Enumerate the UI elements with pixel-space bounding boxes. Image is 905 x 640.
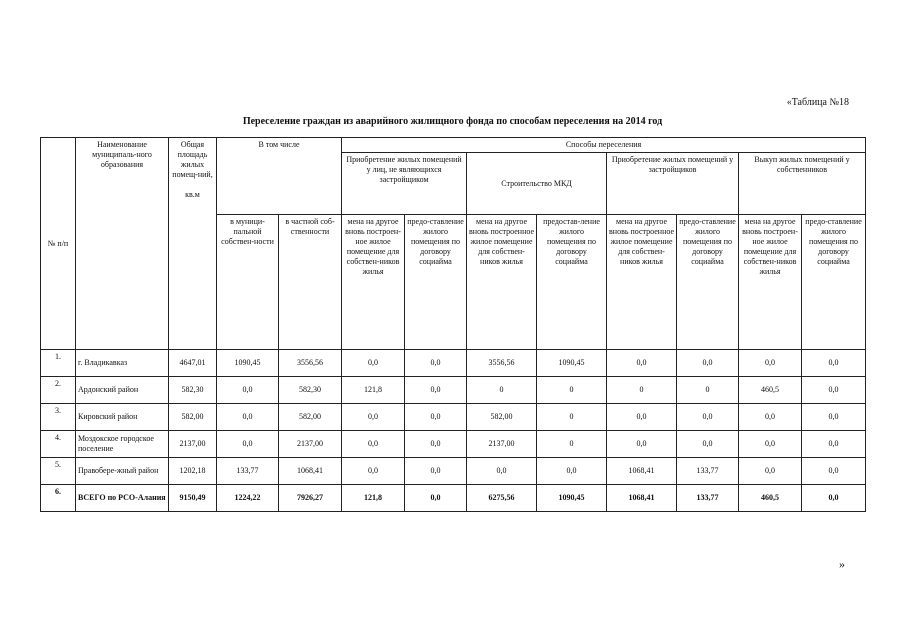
cell-municipal: 1224,22 xyxy=(217,485,279,512)
cell-private: 2137,00 xyxy=(279,431,342,458)
table-number-label: «Таблица №18 xyxy=(786,97,849,108)
header-num: № п/п xyxy=(41,138,76,350)
header-g4-social: предо-ставление жилого помещения по договору социайма xyxy=(802,215,866,350)
table-row xyxy=(41,431,866,458)
cell-num: 2. xyxy=(41,377,76,404)
cell-value: 0,0 xyxy=(607,404,677,431)
cell-area: 4647,01 xyxy=(169,350,217,377)
cell-value: 1090,45 xyxy=(537,350,607,377)
closing-quote-mark: » xyxy=(839,557,845,571)
header-area-label: Общая площадь жилых помещ-ний, xyxy=(172,140,213,179)
cell-area: 582,00 xyxy=(169,404,217,431)
table-row-total xyxy=(41,485,866,512)
cell-area: 9150,49 xyxy=(169,485,217,512)
cell-value: 1090,45 xyxy=(537,485,607,512)
cell-value: 0,0 xyxy=(739,350,802,377)
cell-value: 6275,56 xyxy=(467,485,537,512)
cell-value: 0,0 xyxy=(802,431,866,458)
cell-value: 0,0 xyxy=(405,350,467,377)
cell-value: 0,0 xyxy=(677,404,739,431)
header-group-2: Строительство МКД xyxy=(467,153,607,215)
cell-value: 0 xyxy=(607,377,677,404)
cell-value: 0,0 xyxy=(405,485,467,512)
cell-private: 1068,41 xyxy=(279,458,342,485)
cell-value: 0,0 xyxy=(405,404,467,431)
cell-municipal: 133,77 xyxy=(217,458,279,485)
cell-area: 1202,18 xyxy=(169,458,217,485)
header-name: Наименование муниципаль-ного образования xyxy=(76,138,169,350)
cell-value: 0,0 xyxy=(537,458,607,485)
cell-value: 0 xyxy=(467,377,537,404)
cell-private: 582,30 xyxy=(279,377,342,404)
cell-municipal: 1090,45 xyxy=(217,350,279,377)
cell-value: 0,0 xyxy=(467,458,537,485)
cell-value: 133,77 xyxy=(677,485,739,512)
cell-value: 0 xyxy=(677,377,739,404)
cell-value: 0,0 xyxy=(405,431,467,458)
header-group-1: Приобретение жилых помещений у лиц, не являющихся застройщиком xyxy=(342,153,467,215)
header-incl-private: в частной соб-ственности xyxy=(279,215,342,350)
cell-num: 5. xyxy=(41,458,76,485)
cell-value: 460,5 xyxy=(739,485,802,512)
table-row xyxy=(41,350,866,377)
header-g1-social: предо-ставление жилого помещения по договору социайма xyxy=(405,215,467,350)
cell-value: 0,0 xyxy=(405,458,467,485)
header-group-3: Приобретение жилых помещений у застройщиков xyxy=(607,153,739,215)
cell-value: 0 xyxy=(537,377,607,404)
cell-num: 4. xyxy=(41,431,76,458)
cell-value: 0,0 xyxy=(802,350,866,377)
cell-name: Моздокское городское поселение xyxy=(76,431,169,458)
table-row xyxy=(41,458,866,485)
header-row-1 xyxy=(41,138,866,153)
cell-value: 0,0 xyxy=(802,485,866,512)
cell-value: 0,0 xyxy=(342,431,405,458)
resettlement-table xyxy=(40,137,866,512)
cell-value: 0,0 xyxy=(739,404,802,431)
header-methods: Способы переселения xyxy=(342,138,866,153)
cell-value: 0,0 xyxy=(802,377,866,404)
cell-value: 0,0 xyxy=(607,431,677,458)
cell-value: 0,0 xyxy=(677,431,739,458)
cell-municipal: 0,0 xyxy=(217,377,279,404)
cell-name: ВСЕГО по РСО-Алания xyxy=(76,485,169,512)
cell-value: 0,0 xyxy=(342,404,405,431)
cell-value: 0,0 xyxy=(342,458,405,485)
cell-value: 0,0 xyxy=(342,350,405,377)
cell-value: 121,8 xyxy=(342,377,405,404)
header-g2-social: предостав-ление жилого помещения по договору социайма xyxy=(537,215,607,350)
header-g1-exchange: мена на другое вновь построен-ное жилое помещение для собствен-ников жилья xyxy=(342,215,405,350)
cell-area: 582,30 xyxy=(169,377,217,404)
header-g2-exchange: мена на другое вновь построенное жилое помещение для собствен-ников жилья xyxy=(467,215,537,350)
cell-num: 3. xyxy=(41,404,76,431)
cell-private: 7926,27 xyxy=(279,485,342,512)
cell-municipal: 0,0 xyxy=(217,431,279,458)
header-g3-exchange: мена на другое вновь построенное жилое помещение для собствен-ников жилья xyxy=(607,215,677,350)
cell-num: 6. xyxy=(41,485,76,512)
cell-value: 121,8 xyxy=(342,485,405,512)
cell-municipal: 0,0 xyxy=(217,404,279,431)
cell-value: 0,0 xyxy=(802,404,866,431)
header-g3-social: предо-ставление жилого помещения по договору социайма xyxy=(677,215,739,350)
cell-value: 582,00 xyxy=(467,404,537,431)
cell-value: 0,0 xyxy=(677,350,739,377)
cell-name: Кировский район xyxy=(76,404,169,431)
cell-name: Ардонский район xyxy=(76,377,169,404)
cell-value: 0,0 xyxy=(405,377,467,404)
cell-value: 3556,56 xyxy=(467,350,537,377)
cell-private: 3556,56 xyxy=(279,350,342,377)
cell-value: 0 xyxy=(537,404,607,431)
cell-value: 1068,41 xyxy=(607,458,677,485)
header-g4-exchange: мена на другое вновь построен-ное жилое помещение для собствен-ников жилья xyxy=(739,215,802,350)
cell-num: 1. xyxy=(41,350,76,377)
cell-value: 0,0 xyxy=(607,350,677,377)
cell-area: 2137,00 xyxy=(169,431,217,458)
header-including: В том числе xyxy=(217,138,342,215)
cell-name: г. Владикавказ xyxy=(76,350,169,377)
table-row xyxy=(41,404,866,431)
cell-value: 2137,00 xyxy=(467,431,537,458)
cell-value: 0,0 xyxy=(802,458,866,485)
cell-value: 133,77 xyxy=(677,458,739,485)
header-area-unit: кв.м xyxy=(185,190,200,199)
cell-value: 0 xyxy=(537,431,607,458)
cell-value: 1068,41 xyxy=(607,485,677,512)
header-group-4: Выкуп жилых помещений у собственников xyxy=(739,153,866,215)
header-area xyxy=(169,138,217,350)
cell-name: Правобере-жный район xyxy=(76,458,169,485)
header-incl-municipal: в муници-пальной собствен-ности xyxy=(217,215,279,350)
cell-value: 0,0 xyxy=(739,458,802,485)
cell-value: 0,0 xyxy=(739,431,802,458)
document-title: Переселение граждан из аварийного жилищного фонда по способам переселения на 2014 год xyxy=(242,116,663,127)
cell-private: 582,00 xyxy=(279,404,342,431)
cell-value: 460,5 xyxy=(739,377,802,404)
table-row xyxy=(41,377,866,404)
